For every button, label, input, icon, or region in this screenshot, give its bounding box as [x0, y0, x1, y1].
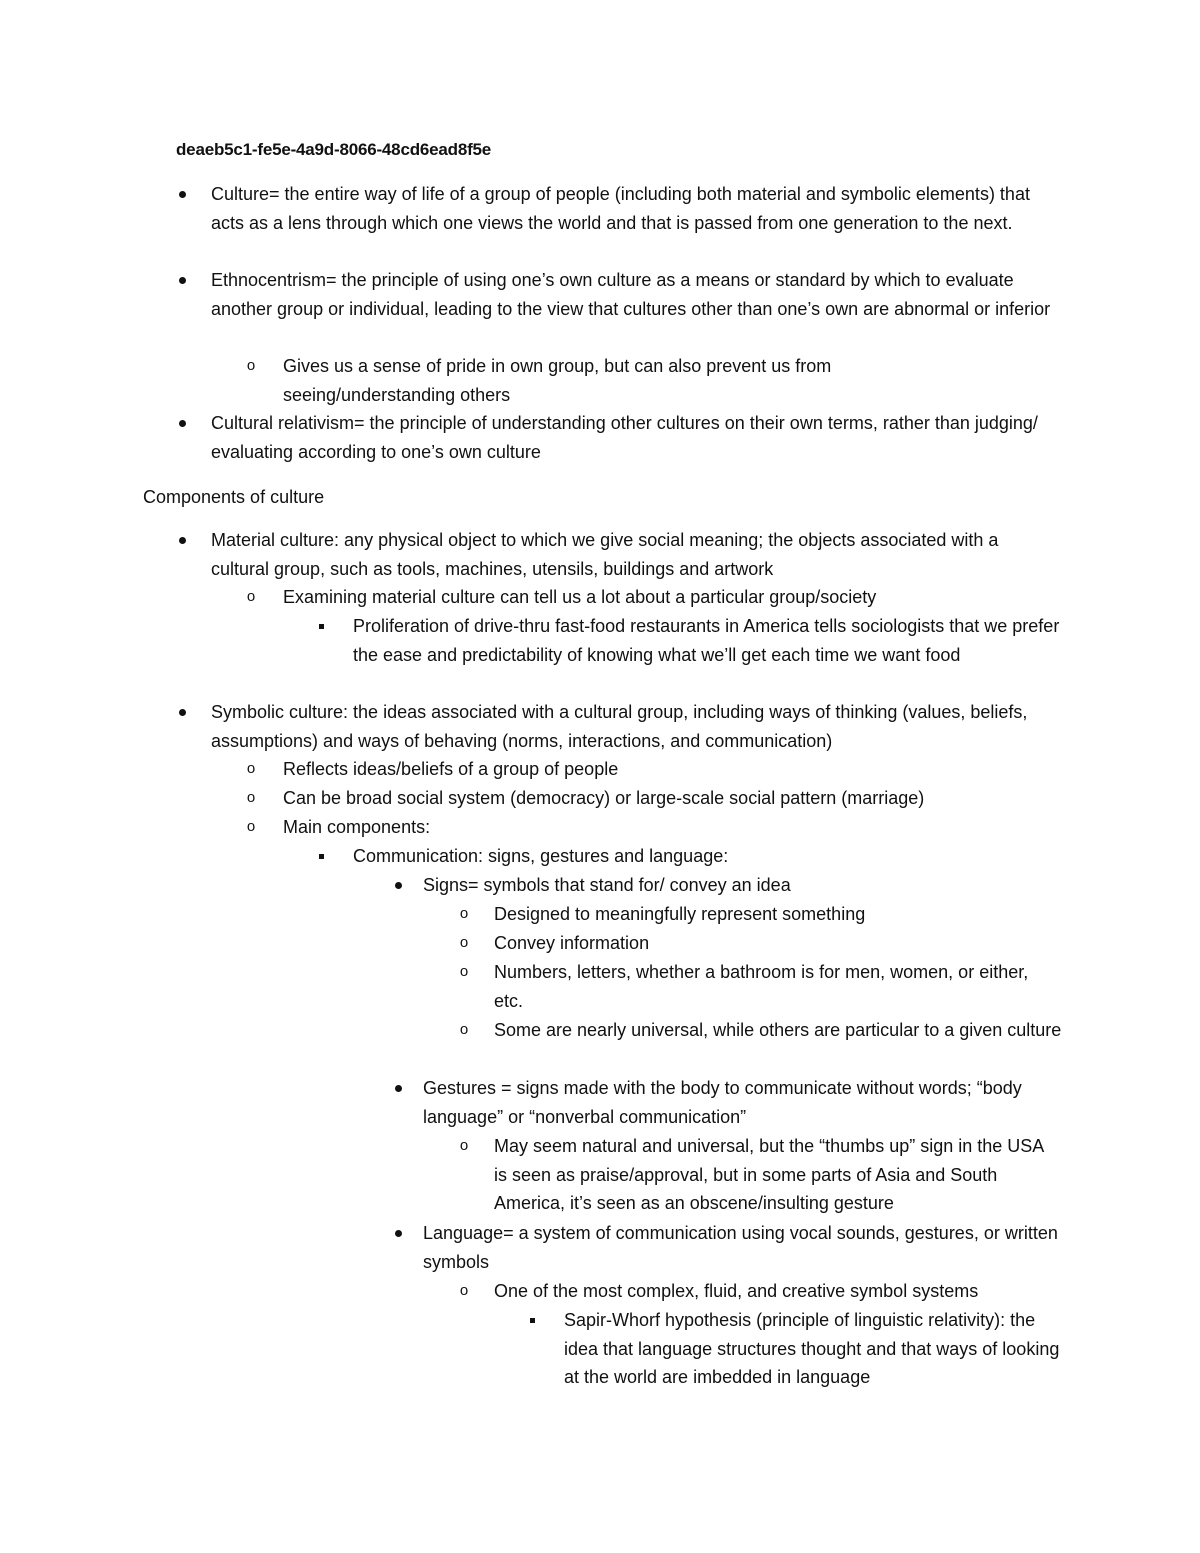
list-item-gestures — [423, 1074, 1063, 1131]
list-item-language — [423, 1219, 1063, 1276]
bullet-icon — [174, 266, 190, 295]
list-item-text: Signs= symbols that stand for/ convey an idea — [423, 875, 791, 895]
section-heading: Components of culture — [143, 487, 325, 507]
list-item-reflects — [246, 755, 1063, 784]
list-item-cultural-relativism — [211, 409, 1051, 466]
list-item-text: Some are nearly universal, while others are particular to a given culture — [494, 1020, 1062, 1040]
list-item-text: Reflects ideas/beliefs of a group of people — [283, 759, 619, 779]
list-item-main-components — [246, 813, 1063, 842]
list-item-text: Designed to meaningfully represent something — [494, 904, 866, 924]
list-item-proliferation — [353, 612, 1073, 669]
list-item-material-culture — [211, 526, 1061, 583]
list-item-text: Numbers, letters, whether a bathroom is for men, women, or either, etc. — [494, 962, 1029, 1011]
list-item-text: Gestures = signs made with the body to communicate without words; “body language” or “nonverbal communication” — [423, 1078, 1022, 1127]
circle-bullet-icon: o — [459, 905, 469, 922]
document-id: deaeb5c1-fe5e-4a9d-8066-48cd6ead8f5e — [176, 140, 492, 159]
list-item-text: Examining material culture can tell us a lot about a particular group/society — [283, 587, 877, 607]
list-item-ethnocentrism — [211, 266, 1061, 323]
list-item-symbolic-culture — [211, 698, 1061, 755]
list-item-nearly-universal — [459, 1016, 1074, 1045]
bullet-icon — [174, 698, 190, 727]
circle-bullet-icon: o — [246, 789, 256, 806]
square-bullet-icon — [313, 612, 329, 641]
list-item-communication — [353, 842, 1073, 871]
list-item-text: One of the most complex, fluid, and creative symbol systems — [494, 1281, 979, 1301]
circle-bullet-icon: o — [459, 963, 469, 980]
list-item-text: Proliferation of drive-thru fast-food restaurants in America tells sociologists that we prefer the ease and predictability of knowing what we’ll get each time we want food — [353, 616, 1060, 665]
circle-bullet-icon: o — [459, 1137, 469, 1154]
list-item-broad-system — [246, 784, 1063, 813]
square-bullet-icon — [524, 1306, 540, 1335]
list-item-text: Material culture: any physical object to which we give social meaning; the objects associated with a cultural group, such as tools, machines, utensils, buildings and artwork — [211, 530, 999, 579]
list-item-convey-information — [459, 929, 1074, 958]
bullet-icon — [174, 526, 190, 555]
list-item-pride — [246, 352, 923, 409]
bullet-icon — [174, 409, 190, 438]
square-bullet-icon — [313, 842, 329, 871]
circle-bullet-icon: o — [246, 357, 256, 374]
list-item-signs — [423, 871, 1073, 900]
list-item-sapir-whorf — [564, 1306, 1074, 1392]
list-item-text: Main components: — [283, 817, 431, 837]
circle-bullet-icon: o — [459, 1021, 469, 1038]
bullet-icon — [390, 1074, 406, 1103]
circle-bullet-icon: o — [246, 588, 256, 605]
list-item-text: Convey information — [494, 933, 650, 953]
list-item-complex-systems — [459, 1277, 1074, 1306]
bullet-icon — [174, 180, 190, 209]
list-item-text: Symbolic culture: the ideas associated with a cultural group, including ways of thinking (values, beliefs, assumptions) and ways of behaving (norms, interactions, and communication) — [211, 702, 1028, 751]
circle-bullet-icon: o — [246, 760, 256, 777]
circle-bullet-icon: o — [246, 818, 256, 835]
list-item-text: May seem natural and universal, but the “thumbs up” sign in the USA is seen as praise/approval, but in some parts of Asia and South America, it’s seen as an obscene/insulting gesture — [494, 1136, 1044, 1214]
list-item-examining — [246, 583, 1063, 612]
list-item-text: Gives us a sense of pride in own group, but can also prevent us from seeing/understanding others — [283, 356, 832, 405]
list-item-text: Ethnocentrism= the principle of using one’s own culture as a means or standard by which to evaluate another group or individual, leading to the view that cultures other than one’s own are abnormal or inferior — [211, 270, 1051, 319]
bullet-icon — [390, 1219, 406, 1248]
list-item-culture — [211, 180, 1031, 237]
list-item-text: Sapir-Whorf hypothesis (principle of linguistic relativity): the idea that language structures thought and that ways of looking at the world are imbedded in language — [564, 1310, 1060, 1388]
list-item-text: Culture= the entire way of life of a group of people (including both material and symbolic elements) that acts as a lens through which one views the world and that is passed from one generation to the next. — [211, 184, 1030, 233]
list-item-designed — [459, 900, 1074, 929]
list-item-numbers-letters — [459, 958, 1054, 1015]
circle-bullet-icon: o — [459, 1282, 469, 1299]
list-item-thumbs-up — [459, 1132, 1044, 1218]
list-item-text: Communication: signs, gestures and language: — [353, 846, 729, 866]
bullet-icon — [390, 871, 406, 900]
list-item-text: Cultural relativism= the principle of understanding other cultures on their own terms, rather than judging/ evaluating according to one’s own culture — [211, 413, 1038, 462]
circle-bullet-icon: o — [459, 934, 469, 951]
list-item-text: Can be broad social system (democracy) or large-scale social pattern (marriage) — [283, 788, 925, 808]
list-item-text: Language= a system of communication using vocal sounds, gestures, or written symbols — [423, 1223, 1058, 1272]
